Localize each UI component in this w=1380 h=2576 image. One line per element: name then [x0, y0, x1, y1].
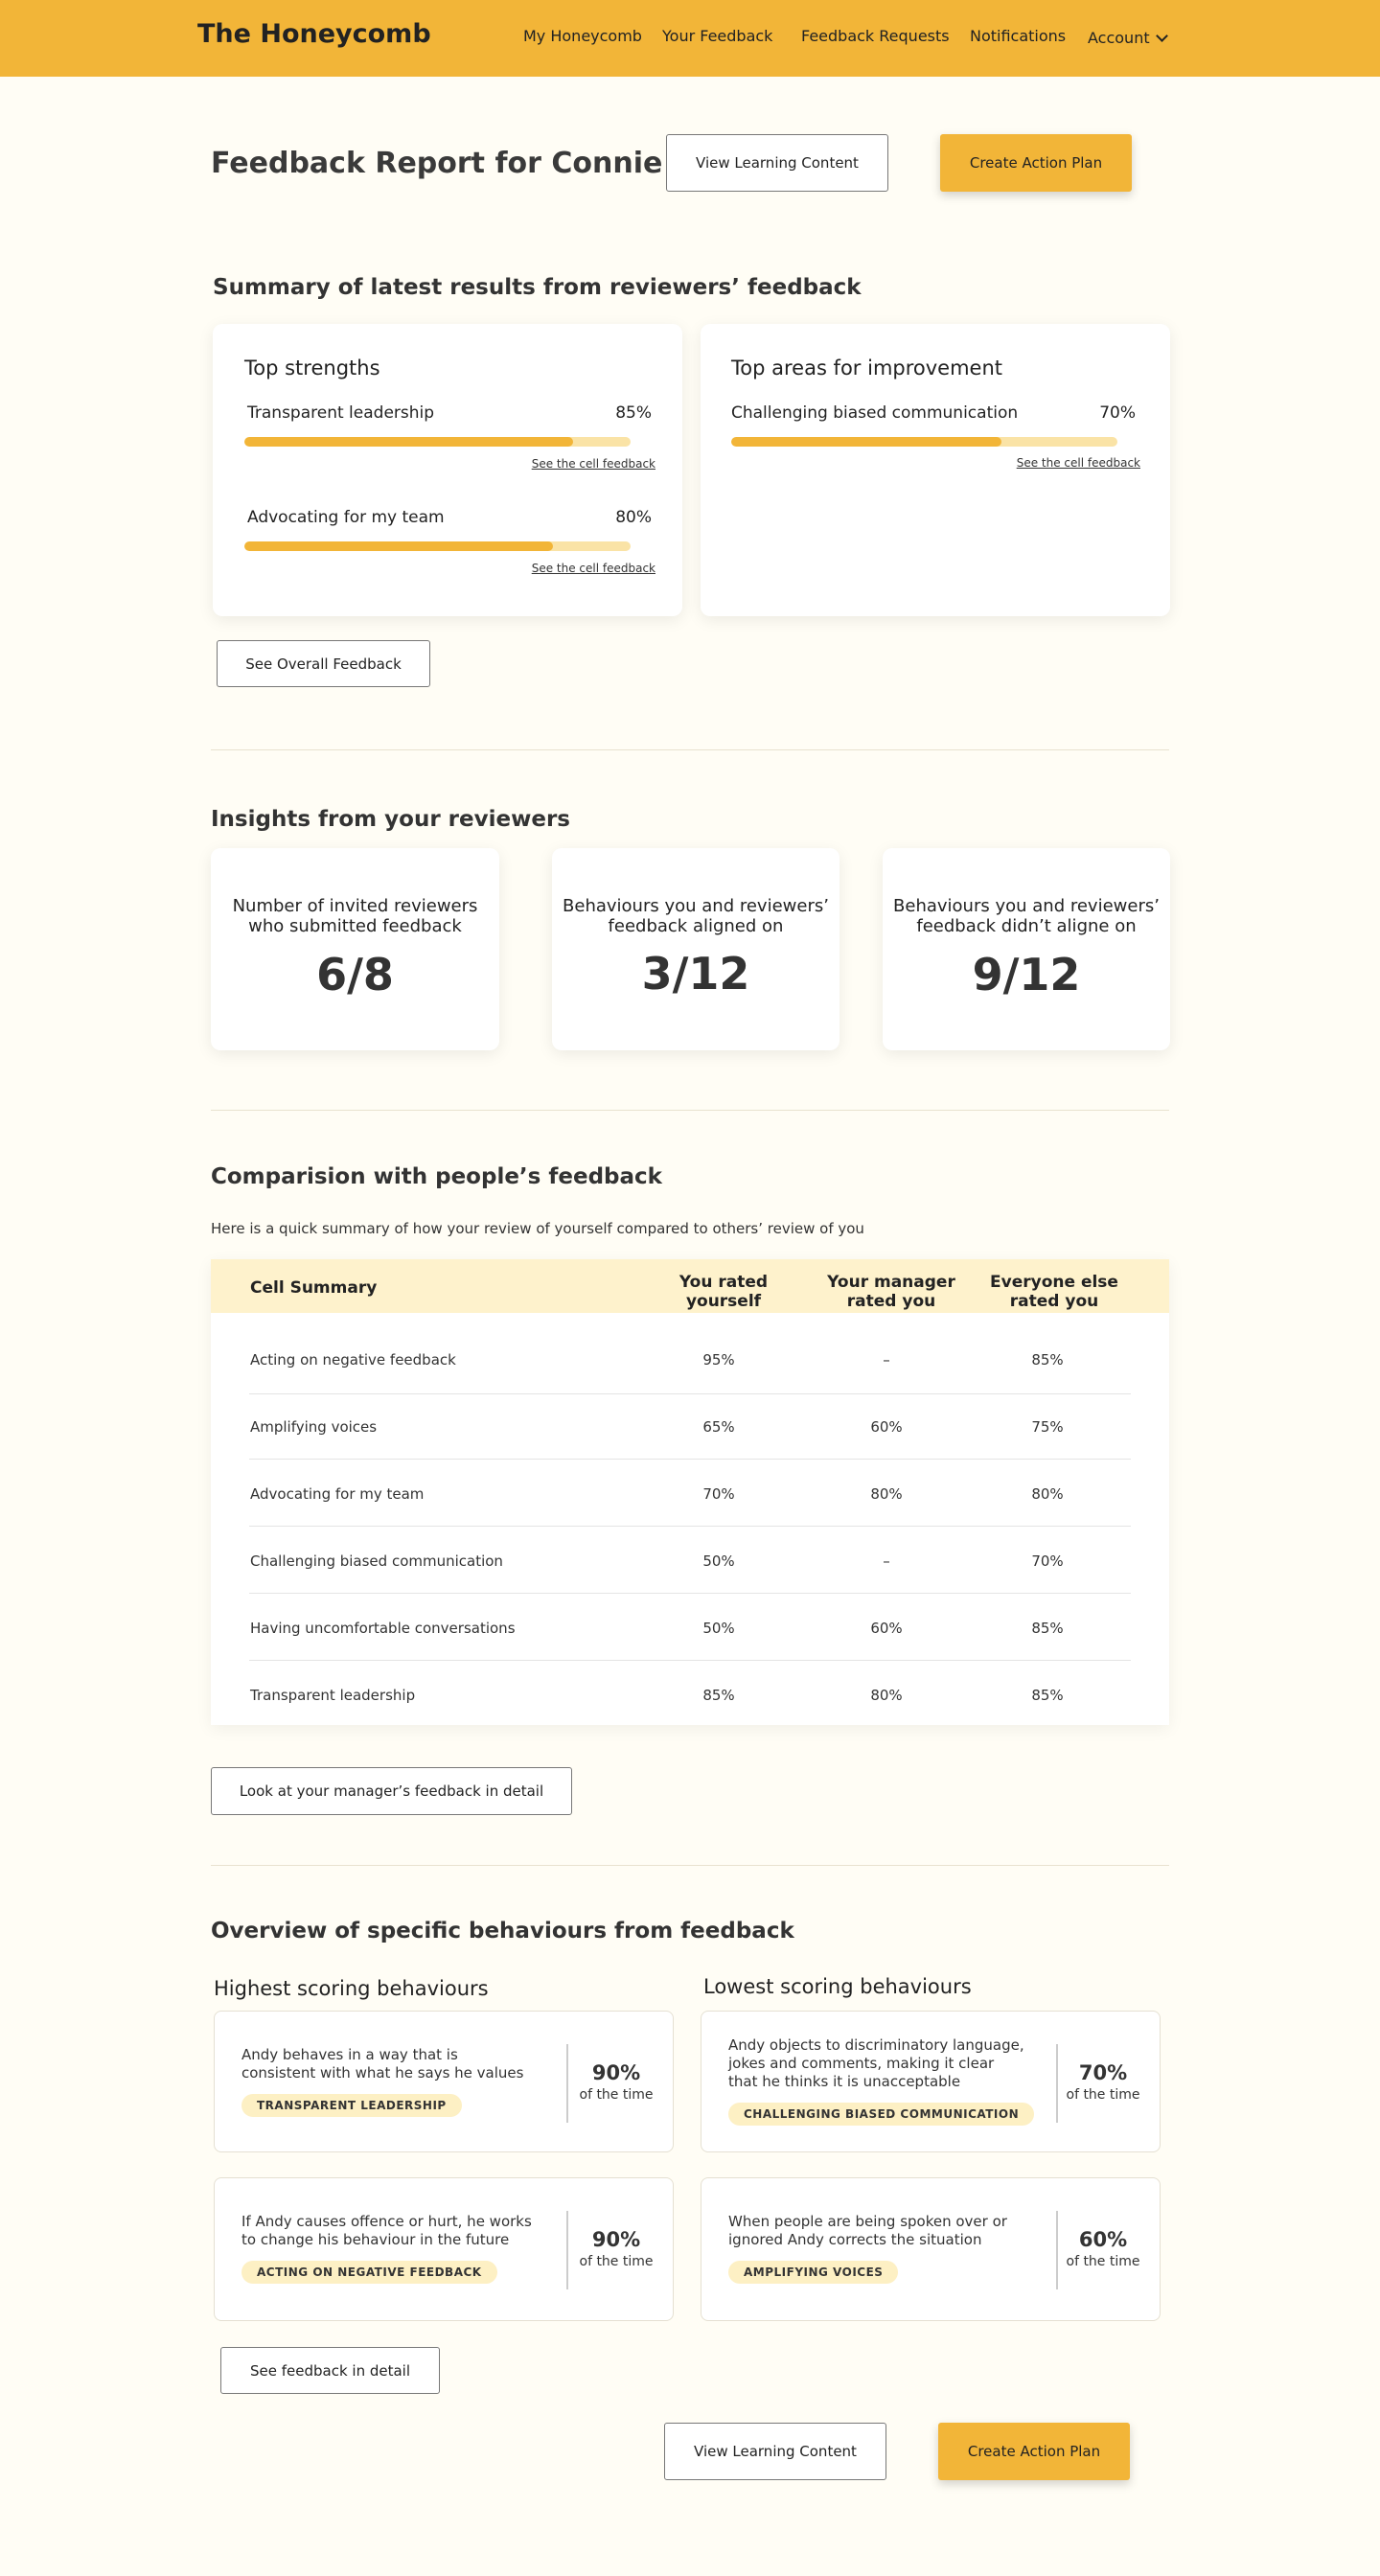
chevron-down-icon	[1156, 30, 1168, 42]
behaviour-quote	[242, 2046, 523, 2082]
header-line: Everyone else	[990, 1273, 1118, 1292]
strength-percentage: 85%	[615, 403, 652, 423]
view-learning-content-button[interactable]: View Learning Content	[666, 134, 888, 192]
nav-my-honeycomb[interactable]: My Honeycomb	[523, 27, 642, 45]
quote-line: If Andy causes offence or hurt, he works	[242, 2213, 532, 2230]
cell-others: 85%	[1031, 1687, 1064, 1704]
improvement-label: Challenging biased communication	[731, 403, 1019, 423]
row-divider	[249, 1660, 1131, 1661]
behaviour-card	[701, 2177, 1161, 2321]
progress-fill	[244, 541, 553, 551]
behaviour-card	[214, 2177, 674, 2321]
quote-line: ignored Andy corrects the situation	[728, 2231, 982, 2248]
header-line: rated you	[1009, 1292, 1099, 1311]
insight-value: 3/12	[641, 948, 750, 1000]
lowest-scoring-title: Lowest scoring behaviours	[703, 1975, 972, 1998]
create-action-plan-button[interactable]: Create Action Plan	[940, 134, 1132, 192]
behaviour-tag: AMPLIFYING VOICES	[728, 2261, 898, 2284]
section-divider	[211, 1110, 1169, 1111]
comparison-heading: Comparision with people’s feedback	[211, 1164, 662, 1189]
column-header-everyone-else	[973, 1273, 1136, 1311]
cell-others: 80%	[1031, 1485, 1064, 1503]
row-divider	[249, 1526, 1131, 1527]
top-strengths-title: Top strengths	[244, 356, 380, 380]
behaviour-tag: CHALLENGING BIASED COMMUNICATION	[728, 2103, 1034, 2126]
manager-feedback-detail-button[interactable]: Look at your manager’s feedback in detail	[211, 1767, 572, 1815]
comparison-intro: Here is a quick summary of how your review of yourself compared to others’ review of you	[211, 1220, 864, 1237]
behaviour-percentage-caption: of the time	[579, 2254, 654, 2269]
summary-heading: Summary of latest results from reviewers’ feedback	[213, 275, 862, 300]
cell-you: 85%	[702, 1687, 735, 1704]
insight-label: Number of invited reviewers	[232, 896, 478, 916]
cell-name: Having uncomfortable conversations	[250, 1620, 516, 1637]
strength-percentage: 80%	[615, 508, 652, 527]
column-header-you-rated	[647, 1273, 800, 1311]
insight-card-reviewers	[211, 848, 499, 1050]
cell-others: 85%	[1031, 1351, 1064, 1368]
table-row	[211, 1326, 1169, 1393]
behaviour-tag: ACTING ON NEGATIVE FEEDBACK	[242, 2261, 497, 2284]
table-row	[211, 1528, 1169, 1595]
nav-feedback-requests[interactable]: Feedback Requests	[801, 27, 950, 45]
row-divider	[249, 1459, 1131, 1460]
quote-line: to change his behaviour in the future	[242, 2231, 510, 2248]
improvement-title: Top areas for improvement	[731, 356, 1003, 380]
strength-progress-bar	[244, 437, 631, 447]
cell-name: Transparent leadership	[250, 1687, 416, 1704]
page-title: Feedback Report for Connie	[211, 147, 663, 180]
top-strengths-card	[213, 324, 682, 616]
insight-label: Behaviours you and reviewers’	[893, 896, 1160, 916]
cell-manager: 80%	[870, 1485, 903, 1503]
column-header-manager-rated	[805, 1273, 978, 1311]
footer-view-learning-content-button[interactable]: View Learning Content	[664, 2423, 886, 2480]
cell-name: Amplifying voices	[250, 1418, 378, 1436]
table-row	[211, 1595, 1169, 1662]
behaviour-card	[701, 2011, 1161, 2152]
improvement-progress-bar	[731, 437, 1117, 447]
cell-manager: –	[883, 1351, 890, 1368]
see-cell-feedback-link[interactable]: See the cell feedback	[1016, 456, 1140, 470]
table-row	[211, 1460, 1169, 1528]
comparison-table	[211, 1259, 1169, 1725]
cell-manager: 80%	[870, 1687, 903, 1704]
quote-line: that he thinks it is unacceptable	[728, 2073, 961, 2090]
header-line: You rated	[678, 1273, 769, 1292]
see-overall-feedback-button[interactable]: See Overall Feedback	[217, 640, 430, 687]
behaviour-percentage: 60%	[1078, 2228, 1128, 2251]
section-divider	[211, 749, 1169, 750]
quote-line: Andy objects to discriminatory language,	[728, 2036, 1024, 2054]
footer-create-action-plan-button[interactable]: Create Action Plan	[938, 2423, 1130, 2480]
insight-card-aligned	[552, 848, 840, 1050]
insight-label: feedback aligned on	[608, 916, 784, 936]
cell-you: 65%	[702, 1418, 735, 1436]
cell-others: 75%	[1031, 1418, 1064, 1436]
header-line: rated you	[846, 1292, 936, 1311]
header-line: Your manager	[827, 1273, 955, 1292]
top-nav-bar	[0, 0, 1380, 77]
quote-line: consistent with what he says he values	[242, 2064, 524, 2082]
section-divider	[211, 1865, 1169, 1866]
insight-label: who submitted feedback	[248, 916, 462, 936]
cell-others: 70%	[1031, 1552, 1064, 1570]
account-label: Account	[1088, 29, 1150, 47]
strength-label: Transparent leadership	[247, 403, 435, 423]
quote-line: When people are being spoken over or	[728, 2213, 1007, 2230]
highest-scoring-title: Highest scoring behaviours	[214, 1977, 489, 2000]
behaviour-percentage-caption: of the time	[1066, 2254, 1140, 2269]
insight-card-not-aligned	[883, 848, 1170, 1050]
insight-label: Behaviours you and reviewers’	[563, 896, 829, 916]
brand-logo[interactable]: The Honeycomb	[197, 19, 431, 49]
quote-line: Andy behaves in a way that is	[242, 2046, 458, 2063]
see-cell-feedback-link[interactable]: See the cell feedback	[531, 562, 656, 575]
cell-you: 50%	[702, 1620, 735, 1637]
row-divider	[249, 1593, 1131, 1594]
table-row	[211, 1662, 1169, 1729]
strength-progress-bar	[244, 541, 631, 551]
cell-you: 95%	[702, 1351, 735, 1368]
cell-manager: –	[883, 1552, 890, 1570]
cell-you: 70%	[702, 1485, 735, 1503]
insight-label: feedback didn’t aligne on	[916, 916, 1137, 936]
progress-fill	[731, 437, 1001, 447]
table-header	[211, 1259, 1169, 1313]
cell-others: 85%	[1031, 1620, 1064, 1637]
behaviour-percentage: 90%	[591, 2061, 641, 2084]
column-header-cell-summary: Cell Summary	[250, 1278, 378, 1298]
behaviour-percentage-caption: of the time	[1066, 2087, 1140, 2103]
behaviour-quote	[242, 2213, 532, 2249]
cell-name: Advocating for my team	[250, 1485, 425, 1503]
insight-value: 9/12	[972, 949, 1081, 1000]
strength-label: Advocating for my team	[247, 508, 445, 527]
behaviour-quote	[728, 2213, 1007, 2249]
behaviour-quote	[728, 2036, 1024, 2091]
see-cell-feedback-link[interactable]: See the cell feedback	[531, 457, 656, 471]
nav-notifications[interactable]: Notifications	[970, 27, 1067, 45]
insights-heading: Insights from your reviewers	[211, 807, 570, 832]
areas-for-improvement-card	[701, 324, 1170, 616]
progress-fill	[244, 437, 573, 447]
behaviour-card	[214, 2011, 674, 2152]
nav-your-feedback[interactable]: Your Feedback	[662, 27, 773, 45]
table-row	[211, 1393, 1169, 1460]
insight-value: 6/8	[316, 949, 394, 1000]
behaviours-heading: Overview of specific behaviours from feedback	[211, 1919, 794, 1944]
cell-manager: 60%	[870, 1418, 903, 1436]
cell-you: 50%	[702, 1552, 735, 1570]
behaviour-percentage: 70%	[1078, 2061, 1128, 2084]
see-feedback-detail-button[interactable]: See feedback in detail	[220, 2347, 440, 2394]
nav-account-menu[interactable]	[1088, 29, 1166, 47]
quote-line: jokes and comments, making it clear	[728, 2055, 995, 2072]
cell-name: Challenging biased communication	[250, 1552, 503, 1570]
header-line: yourself	[685, 1292, 762, 1311]
cell-name: Acting on negative feedback	[250, 1351, 456, 1368]
improvement-percentage: 70%	[1099, 403, 1136, 423]
behaviour-percentage: 90%	[591, 2228, 641, 2251]
behaviour-tag: TRANSPARENT LEADERSHIP	[242, 2094, 462, 2117]
cell-manager: 60%	[870, 1620, 903, 1637]
behaviour-percentage-caption: of the time	[579, 2087, 654, 2103]
